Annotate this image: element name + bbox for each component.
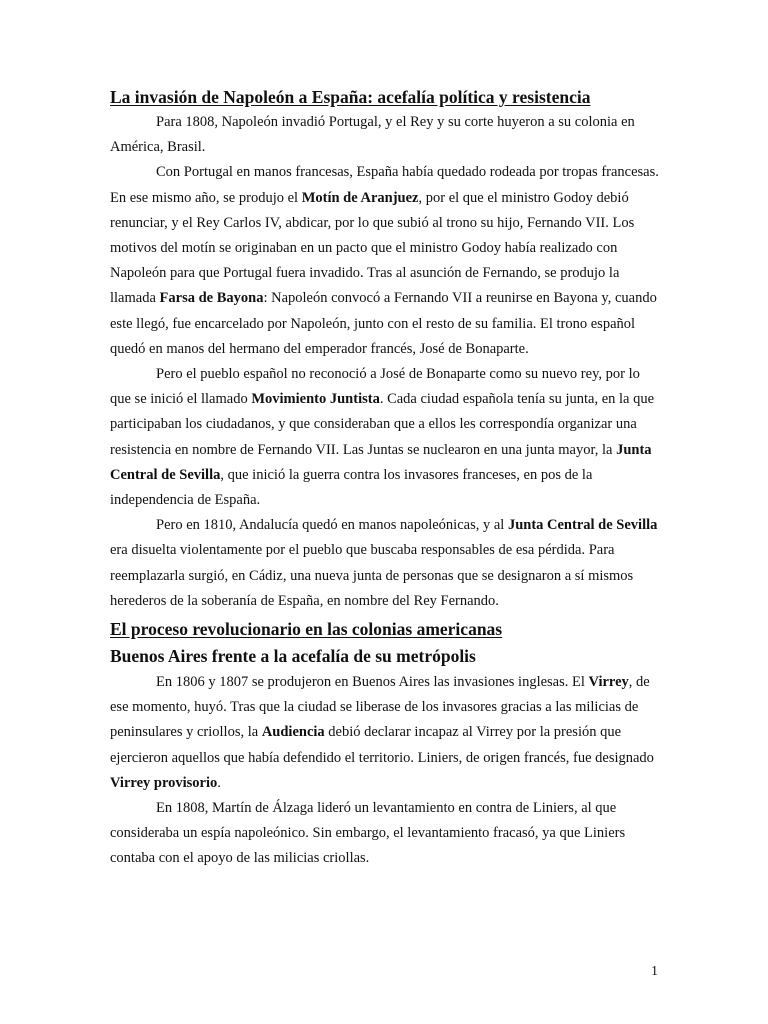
paragraph-4-bold-junta: Junta Central de Sevilla bbox=[507, 517, 658, 534]
section-heading-napoleon-invasion: La invasión de Napoleón a España: acefalía política y resistencia bbox=[110, 87, 591, 107]
document-page bbox=[110, 84, 660, 872]
paragraph-5 bbox=[110, 670, 660, 796]
paragraph-2 bbox=[110, 160, 660, 362]
paragraph-5-bold-virrey: Virrey bbox=[588, 674, 629, 691]
paragraph-3-text-2: . Cada ciudad española tenía su junta, en la que participaban los ciudadanos, y que consideraban que a ellos les correspondía organizar una resistencia en nombre de Fernando VII. Las Juntas se nuclearon en una junta mayor, la bbox=[110, 391, 655, 458]
paragraph-2-bold-farsa: Farsa de Bayona bbox=[159, 290, 264, 307]
paragraph-4 bbox=[110, 513, 660, 614]
paragraph-3-text-3: , que inició la guerra contra los invasores franceses, en pos de la independencia de España. bbox=[110, 466, 593, 509]
paragraph-5-text-3: debió declarar incapaz al Virrey por la presión que ejercieron aquellos que había defendido el territorio. Liniers, de origen francés, fue designado bbox=[110, 724, 654, 766]
paragraph-2-text-1: Con Portugal en manos francesas, España había quedado rodeada por tropas francesas. En ese mismo año, se produjo el bbox=[110, 164, 659, 206]
paragraph-3 bbox=[110, 362, 660, 513]
paragraph-2-text-3: : Napoleón convocó a Fernando VII a reunirse en Bayona y, cuando este llegó, fue encarcelado por Napoleón, junto con el resto de su familia. El trono español quedó en manos del hermano del emperador francés, José de Bonaparte. bbox=[110, 290, 657, 357]
section-heading-revolutionary-process: El proceso revolucionario en las colonias americanas bbox=[110, 619, 503, 640]
paragraph-5-bold-virrey-provisorio: Virrey provisorio bbox=[110, 774, 218, 791]
paragraph-2-text-2: , por el que el ministro Godoy debió renunciar, y el Rey Carlos IV, abdicar, por lo que subió al trono su hijo, Fernando VII. Los motivos del motín se originaban en un pacto que el ministro Godoy había realizado con Napoleón para que Portugal fuera invadido. Tras al asunción de Fernando, se produjo la llamada bbox=[110, 189, 635, 307]
paragraph-3-text-1: Pero el pueblo español no reconoció a José de Bonaparte como su nuevo rey, por lo que se inició el llamado bbox=[110, 366, 640, 408]
paragraph-4-text-1: Pero en 1810, Andalucía quedó en manos napoleónicas, y al bbox=[156, 517, 508, 534]
paragraph-5-text-2: , de ese momento, huyó. Tras que la ciudad se liberase de los invasores gracias a las milicias de peninsulares y criollos, la bbox=[110, 674, 650, 741]
paragraph-4-text-2: era disuelta violentamente por el pueblo que buscaba responsables de esa pérdida. Para reemplazarla surgió, en Cádiz, una nueva junta de personas que se designaron a sí mismos herederos de la soberanía de España, en nombre del Rey Fernando. bbox=[110, 542, 634, 609]
paragraph-5-text-4: . bbox=[217, 774, 221, 791]
paragraph-3-bold-movimiento: Movimiento Juntista bbox=[251, 391, 380, 408]
paragraph-2-bold-motin: Motín de Aranjuez bbox=[301, 189, 419, 206]
paragraph-5-text-1: En 1806 y 1807 se produjeron en Buenos Aires las invasiones inglesas. El bbox=[156, 674, 589, 691]
paragraph-5-bold-audiencia: Audiencia bbox=[261, 724, 325, 741]
page-number: 1 bbox=[651, 964, 658, 979]
paragraph-6: En 1808, Martín de Álzaga lideró un levantamiento en contra de Liniers, al que consideraba un espía napoleónico. Sin embargo, el levantamiento fracasó, ya que Liniers contaba con el apoyo de las milicias criollas. bbox=[110, 800, 626, 867]
paragraph-3-bold-junta: Junta Central de Sevilla bbox=[110, 441, 652, 483]
section-heading-buenos-aires: Buenos Aires frente a la acefalía de su metrópolis bbox=[110, 646, 476, 667]
paragraph-1: Para 1808, Napoleón invadió Portugal, y el Rey y su corte huyeron a su colonia en América, Brasil. bbox=[110, 114, 635, 156]
